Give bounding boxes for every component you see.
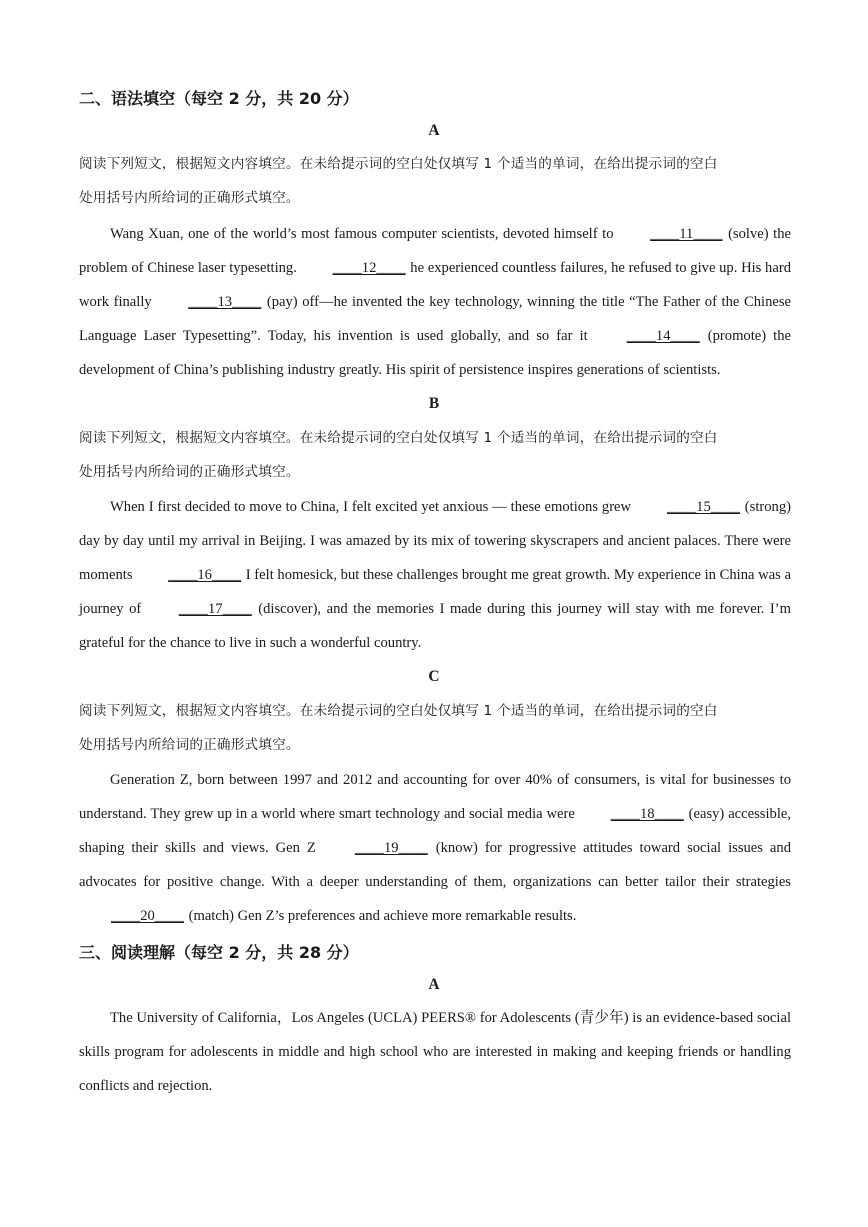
blank-11[interactable]: ____11____: [650, 226, 723, 242]
blank-17[interactable]: ____17____: [178, 601, 252, 617]
part-a-heading: A: [428, 122, 440, 139]
part-a-passage: [79, 217, 791, 387]
part-c-passage: [79, 763, 791, 933]
passage-text: The University of California，Los Angeles (UCLA) PEERS® for Adolescents (青少年) is an evidence-based social skills program for adolescents in middle and high school who are interested in making and keeping friends or handling conflicts and rejection.: [79, 1010, 791, 1094]
passage-text: Generation Z, born between 1997 and 2012 and accounting for over 40% of consumers, is vital for businesses to understand. They grew up in a world where smart technology and social media were: [79, 772, 791, 822]
part-c-heading: C: [428, 668, 440, 685]
passage-text: (solve) the problem of Chinese laser typesetting.: [79, 226, 792, 276]
part-c-instruction: [79, 694, 791, 762]
part-b-passage: [79, 490, 791, 660]
part-b-heading: B: [428, 395, 440, 412]
part-b-instruction: [79, 421, 791, 489]
instruction-line-1: 阅读下列短文，根据短文内容填空。在未给提示词的空白处仅填写 1 个适当的单词，在给出提示词的空白: [79, 703, 718, 719]
passage-text: (match) Gen Z’s preferences and achieve more remarkable results.: [184, 908, 577, 924]
instruction-line-2: 处用括号内所给词的正确形式填空。: [79, 464, 300, 480]
passage-text: (pay) off—he invented the key technology, winning the title “The Father of the Chinese Language Laser Typesetting”. Today, his invention is used globally, and so far it: [79, 294, 791, 344]
instruction-line-1: 阅读下列短文，根据短文内容填空。在未给提示词的空白处仅填写 1 个适当的单词，在给出提示词的空白: [79, 156, 718, 172]
blank-20[interactable]: ____20____: [111, 908, 184, 924]
instruction-line-2: 处用括号内所给词的正确形式填空。: [79, 737, 300, 753]
instruction-line-2: 处用括号内所给词的正确形式填空。: [79, 190, 300, 206]
passage-text: (strong) day by day until my arrival in Beijing. I was amazed by its mix of towering skyscrapers and ancient palaces. There were moments: [79, 499, 791, 583]
passage-text: (know) for progressive attitudes toward social issues and advocates for positive change. With a deeper understanding of them, organizations can better tailor their strategies: [79, 840, 792, 890]
passage-text: (discover), and the memories I made during this journey will stay with me forever. I’m grateful for the chance to live in such a wonderful country.: [79, 601, 791, 651]
section-2-title: 二、语法填空（每空 2 分，共 20 分）: [79, 89, 359, 108]
instruction-line-1: 阅读下列短文，根据短文内容填空。在未给提示词的空白处仅填写 1 个适当的单词，在给出提示词的空白: [79, 430, 718, 446]
blank-12[interactable]: ____12____: [332, 260, 406, 276]
blank-13[interactable]: ____13____: [188, 294, 262, 310]
reading-part-a-heading: A: [428, 976, 440, 993]
blank-15[interactable]: ____15____: [666, 499, 740, 515]
passage-text: Wang Xuan, one of the world’s most famous computer scientists, devoted himself to: [110, 226, 619, 242]
passage-text: he experienced countless failures, he refused to give up. His hard work finally: [79, 260, 791, 310]
blank-18[interactable]: ____18____: [610, 806, 684, 822]
blank-16[interactable]: ____16____: [168, 567, 242, 583]
reading-part-a-passage: [79, 1001, 791, 1103]
part-a-instruction: [79, 147, 791, 215]
passage-text: (easy) accessible, shaping their skills and views. Gen Z: [79, 806, 791, 856]
passage-text: (promote) the development of China’s publishing industry greatly. His spirit of persistence inspires generations of scientists.: [79, 328, 791, 378]
passage-text: I felt homesick, but these challenges brought me great growth. My experience in China was a journey of: [79, 567, 791, 617]
blank-14[interactable]: ____14____: [626, 328, 700, 344]
section-3-title: 三、阅读理解（每空 2 分，共 28 分）: [79, 943, 359, 962]
blank-19[interactable]: ____19____: [354, 840, 428, 856]
passage-text: When I first decided to move to China, I felt excited yet anxious — these emotions grew: [110, 499, 635, 515]
